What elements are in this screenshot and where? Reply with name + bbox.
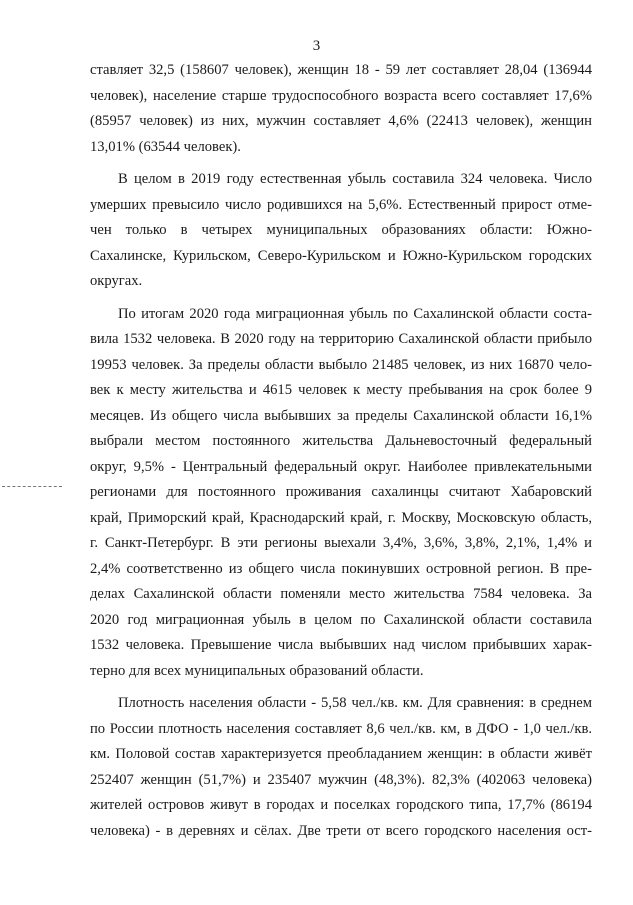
text-line: 2020 год миграционная убыль в целом по Сахалинской области составила	[90, 611, 592, 628]
text-line: край, Приморский край, Краснодарский край, г. Москву, Московскую область,	[90, 509, 592, 526]
text-line: месяцев. Из общего числа выбывших за пределы Сахалинской области 16,1%	[90, 407, 592, 424]
text-line: выбрали местом постоянного жительства Дальневосточный федеральный	[90, 433, 592, 449]
scan-margin-mark	[2, 486, 62, 487]
text-line: 19953 человек. За пределы области выбыло 21485 человек, из них 16870 чело-	[90, 356, 592, 373]
text-line: В целом в 2019 году естественная убыль составила 324 человека. Число	[118, 171, 592, 187]
text-line: ставляет 32,5 (158607 человек), женщин 18 - 59 лет составляет 28,04 (136944	[90, 62, 592, 78]
text-line: 2,4% соответственно из общего числа покинувших островной регион. В пре-	[90, 560, 592, 577]
text-line: чен только в четырех муниципальных образованиях области: Южно-	[90, 222, 592, 238]
text-line: (85957 человек) из них, мужчин составляет 4,6% (22413 человек), женщин	[90, 113, 592, 129]
text-line: делах Сахалинской области поменяли место жительства 7584 человека. За	[90, 586, 592, 602]
text-line: человека) - в деревнях и сёлах. Две трети от всего городского населения ост-	[90, 822, 592, 839]
paragraph-3	[90, 302, 592, 685]
text-line: век к месту жительства и 4615 человек к месту пребывания на срок более 9	[90, 382, 592, 398]
text-line: г. Санкт-Петербург. В эти регионы выехали 3,4%, 3,6%, 3,8%, 2,1%, 1,4% и	[90, 535, 592, 551]
text-line: 1532 человека. Превышение числа выбывших над числом прибывших харак-	[90, 637, 592, 653]
page-number: 3	[312, 38, 321, 54]
paragraph-2	[90, 167, 592, 295]
paragraph-1	[90, 58, 592, 160]
text-line: округах.	[90, 273, 143, 289]
body-text	[90, 58, 592, 844]
text-line: жителей островов живут в городах и поселках городского типа, 17,7% (86194	[90, 797, 592, 813]
text-line: регионами для постоянного проживания сахалинцы считают Хабаровский	[90, 484, 592, 500]
text-line: км. Половой состав характеризуется преобладанием женщин: в области живёт	[90, 746, 592, 762]
text-line: Плотность населения области - 5,58 чел./кв. км. Для сравнения: в среднем	[118, 695, 592, 711]
text-line: округ, 9,5% - Центральный федеральный округ. Наиболее привлекательными	[90, 458, 592, 475]
text-line: умерших превысило число родившихся на 5,6%. Естественный прирост отме-	[90, 196, 592, 213]
text-line: по России плотность населения составляет 8,6 чел./кв. км, в ДФО - 1,0 чел./кв.	[90, 720, 592, 737]
text-line: вила 1532 человека. В 2020 году на территорию Сахалинской области прибыло	[90, 331, 592, 347]
text-line: 13,01% (63544 человек).	[90, 138, 241, 155]
text-line: По итогам 2020 года миграционная убыль по Сахалинской области соста-	[118, 305, 592, 322]
text-line: терно для всех муниципальных образований области.	[90, 662, 424, 679]
text-line: Сахалинске, Курильском, Северо-Курильском и Южно-Курильском городских	[90, 247, 592, 264]
text-line: 252407 женщин (51,7%) и 235407 мужчин (48,3%). 82,3% (402063 человека)	[90, 771, 592, 788]
paragraph-4	[90, 691, 592, 844]
text-line: человек), население старше трудоспособного возраста всего составляет 17,6%	[90, 87, 592, 104]
